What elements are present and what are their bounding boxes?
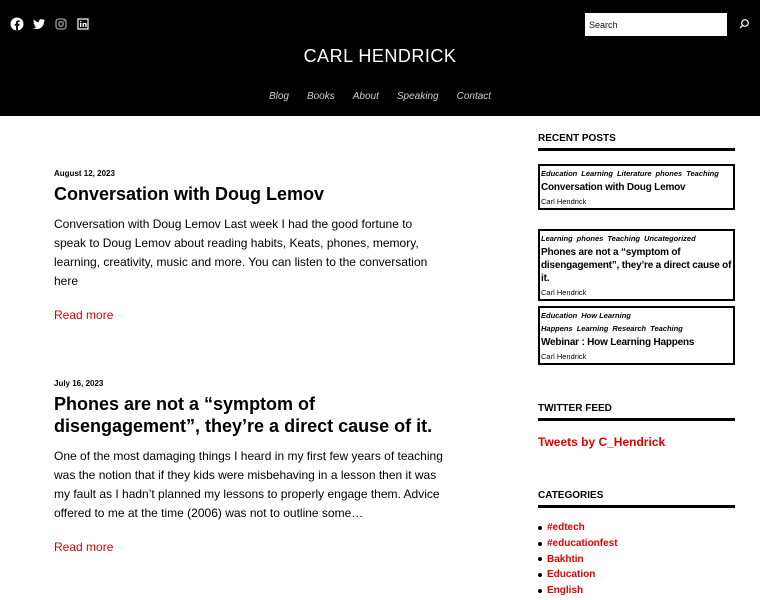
tag-link[interactable]: Learning [541,234,573,243]
nav-contact[interactable]: Contact [456,91,492,102]
read-more-link[interactable]: Read more [54,540,114,554]
list-item [538,583,618,599]
recent-post-card[interactable] [538,229,735,301]
recent-post-tags [541,232,732,245]
tag-link[interactable]: phones [655,169,683,178]
post-card [54,169,444,324]
category-link[interactable]: #educationfest [547,537,618,549]
tag-link[interactable]: How Learning Happens [541,311,631,333]
category-link[interactable]: English [547,585,584,597]
twitter-feed-heading: TWITTER FEED [538,403,735,421]
tag-link[interactable]: Teaching [686,169,719,178]
recent-post-tags [541,167,732,180]
recent-post-card[interactable] [538,164,735,210]
bullet-icon [538,557,542,561]
instagram-icon[interactable] [54,17,68,31]
facebook-icon[interactable] [10,17,24,31]
post-title[interactable]: Phones are not a “symptom of disengagement”, they’re a direct cause of it. [54,394,433,436]
nav-books[interactable]: Books [306,91,335,102]
bullet-icon [538,542,542,546]
recent-post-title[interactable]: Webinar : How Learning Happens [541,337,695,348]
recent-posts-heading: RECENT POSTS [538,133,735,151]
list-item [538,536,618,552]
tag-link[interactable]: Education [541,311,578,320]
tweets-link[interactable]: Tweets by C_Hendrick [538,435,666,449]
post-excerpt: One of the most damaging things I heard in my first few years of teaching was the notion that if they kids were misbehaving in a lesson then it was my fault as I hadn’t planned my lessons to properly engage them. Advice offered to me at the time (2006) was not to outline some… [54,449,443,520]
recent-post-title[interactable]: Phones are not a “symptom of disengagement”, they’re a direct cause of it. [541,247,732,284]
search-icon[interactable] [737,17,751,31]
tag-link[interactable]: Learning [581,169,613,178]
search-input[interactable] [585,13,727,36]
bullet-icon [538,589,542,593]
tag-link[interactable]: Uncategorized [644,234,696,243]
main-nav [0,91,760,102]
nav-blog[interactable]: Blog [268,91,289,102]
list-item [538,552,618,568]
tag-link[interactable]: Teaching [607,234,640,243]
twitter-icon[interactable] [32,17,46,31]
tag-link[interactable]: Learning [576,324,609,333]
post-date: August 12, 2023 [54,169,115,178]
tag-link[interactable]: Research [612,324,647,333]
category-link[interactable]: #edtech [547,522,585,533]
category-list [538,520,618,599]
recent-post-title[interactable]: Conversation with Doug Lemov [541,182,686,193]
list-item [538,567,618,583]
nav-about[interactable]: About [352,91,379,102]
post-card [54,379,444,556]
social-links [10,17,90,31]
tag-link[interactable]: Teaching [650,324,683,333]
nav-speaking[interactable]: Speaking [396,91,439,102]
category-link[interactable]: Bakhtin [547,553,584,565]
bullet-icon [538,526,542,530]
list-item [538,520,618,536]
post-date: July 16, 2023 [54,379,104,388]
post-excerpt: Conversation with Doug Lemov Last week I had the good fortune to speak to Doug Lemov about reading habits, Keats, phones, memory, learning, creativity, music and more. You can listen to the conversation here [54,217,428,288]
recent-post-author[interactable]: Carl Hendrick [541,197,587,206]
tag-link[interactable]: Literature [616,169,652,178]
site-title[interactable]: CARL HENDRICK [303,46,457,66]
recent-post-author[interactable]: Carl Hendrick [541,352,587,361]
recent-post-author[interactable]: Carl Hendrick [541,288,587,297]
tag-link[interactable]: phones [576,234,604,243]
linkedin-icon[interactable] [76,17,90,31]
site-header [0,0,760,116]
read-more-link[interactable]: Read more [54,308,114,322]
post-title[interactable]: Conversation with Doug Lemov [54,184,325,204]
recent-post-tags [541,309,732,335]
bullet-icon [538,573,542,577]
category-link[interactable]: Education [547,569,596,581]
recent-post-card[interactable] [538,306,735,365]
categories-heading: CATEGORIES [538,490,735,508]
tag-link[interactable]: Education [541,169,578,178]
